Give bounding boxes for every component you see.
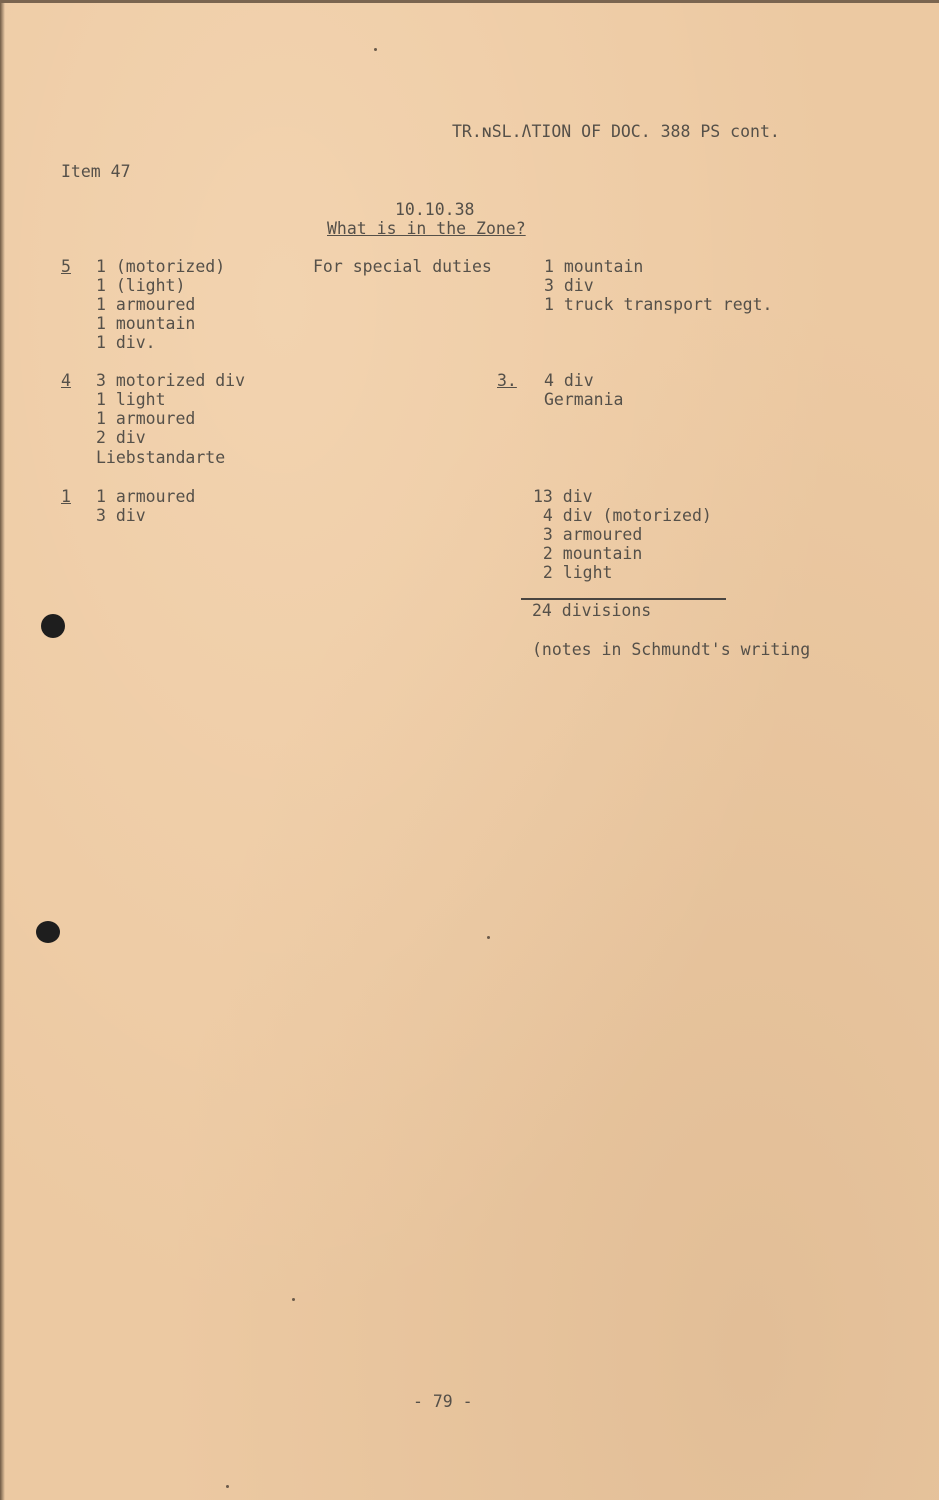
page-number: - 79 - (413, 1392, 473, 1411)
block-5-number: 5 (61, 257, 71, 276)
totals-line: 2 mountain (533, 544, 643, 563)
block-4-number: 4 (61, 371, 71, 390)
special-duties-line: 3 div (544, 276, 594, 295)
special-duties-line: 1 mountain (544, 257, 644, 276)
punch-hole-lower (36, 921, 60, 943)
block-3-line: Germania (544, 390, 624, 409)
block-1-number: 1 (61, 487, 71, 506)
paper-speck (226, 1485, 229, 1488)
block-5-line: 1 div. (96, 333, 156, 352)
totals-sum: 24 divisions (532, 601, 652, 620)
page-edge-top (0, 0, 939, 3)
punch-hole-upper (41, 614, 65, 638)
block-3-line: 4 div (544, 371, 594, 390)
block-1-line: 3 div (96, 506, 146, 525)
block-5-line: 1 armoured (96, 295, 196, 314)
totals-line: 2 light (533, 563, 613, 582)
block-5-line: 1 (motorized) (96, 257, 226, 276)
special-duties-label: For special duties (313, 257, 492, 276)
block-4-line: Liebstandarte (96, 448, 226, 467)
totals-line: 4 div (motorized) (533, 506, 712, 525)
block-4-line: 1 armoured (96, 409, 196, 428)
paper-speck (487, 936, 490, 939)
page-edge-left (0, 0, 5, 1500)
paper-speck (292, 1298, 295, 1301)
block-3-number: 3. (497, 371, 517, 390)
zone-question: What is in the Zone? (327, 219, 526, 238)
document-title: TR.ɴSL.ɅTION OF DOC. 388 PS cont. (452, 122, 780, 141)
block-4-line: 1 light (96, 390, 166, 409)
handwriting-note: (notes in Schmundt's writing (532, 640, 811, 659)
block-4-line: 3 motorized div (96, 371, 246, 390)
totals-line: 3 armoured (533, 525, 643, 544)
item-label: Item 47 (61, 162, 131, 181)
block-5-line: 1 (light) (96, 276, 186, 295)
block-4-line: 2 div (96, 428, 146, 447)
block-5-line: 1 mountain (96, 314, 196, 333)
date-line: 10.10.38 (395, 200, 475, 219)
totals-line: 13 div (533, 487, 593, 506)
paper-speck (374, 48, 377, 51)
sum-rule (521, 598, 726, 600)
block-1-line: 1 armoured (96, 487, 196, 506)
special-duties-line: 1 truck transport regt. (544, 295, 773, 314)
